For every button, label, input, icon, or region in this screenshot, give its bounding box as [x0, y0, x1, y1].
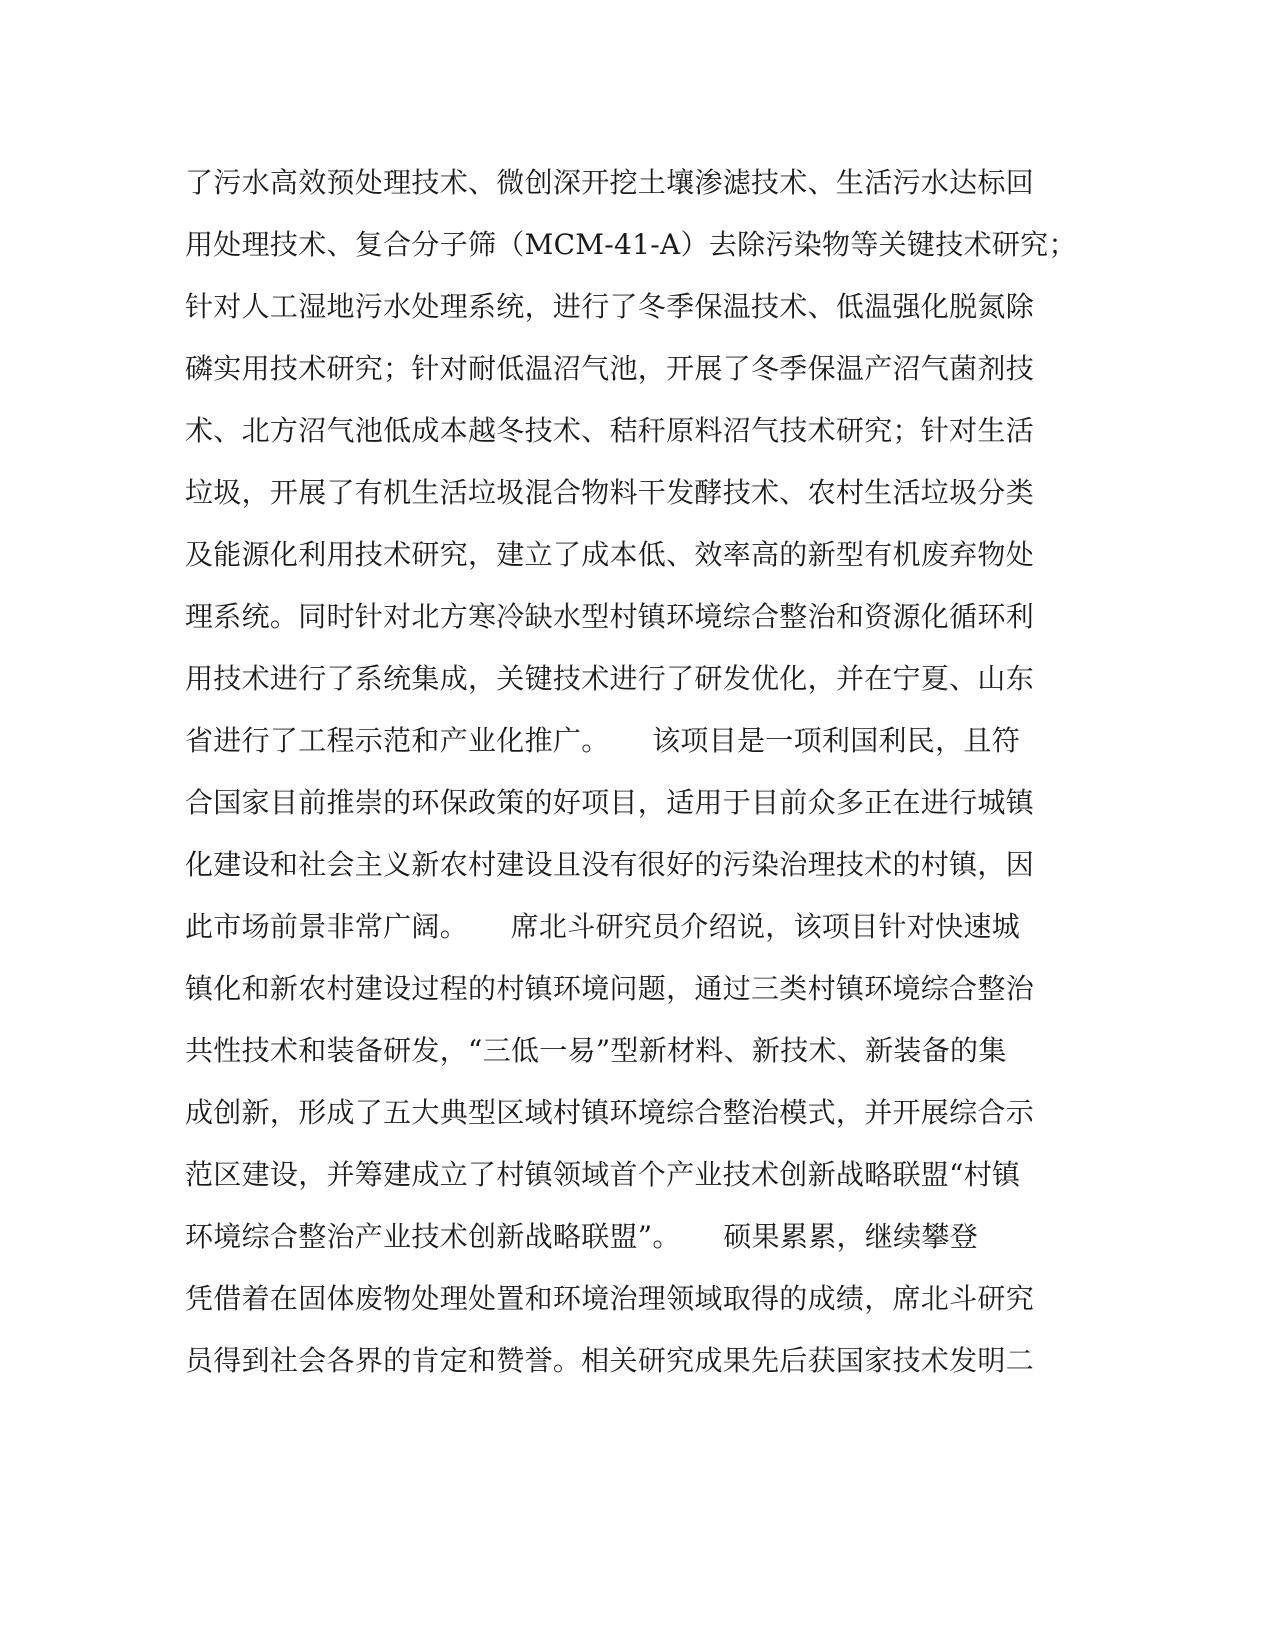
text-line: 垃圾，开展了有机生活垃圾混合物料干发酵技术、农村生活垃圾分类 — [185, 476, 1035, 509]
text-line: 员得到社会各界的肯定和赞誉。相关研究成果先后获国家技术发明二 — [185, 1344, 1035, 1377]
text-line: 环境综合整治产业技术创新战略联盟”。 硕果累累，继续攀登 — [185, 1220, 979, 1253]
text-line: 此市场前景非常广阔。 席北斗研究员介绍说，该项目针对快速城 — [185, 910, 1021, 943]
text-line: 合国家目前推崇的环保政策的好项目，适用于目前众多正在进行城镇 — [185, 786, 1035, 819]
text-line: 凭借着在固体废物处理处置和环境治理领域取得的成绩，席北斗研究 — [185, 1282, 1035, 1315]
text-line: 范区建设，并筹建成立了村镇领域首个产业技术创新战略联盟“村镇 — [185, 1158, 1021, 1191]
text-line: 理系统。同时针对北方寒冷缺水型村镇环境综合整治和资源化循环利 — [185, 600, 1035, 633]
text-line: 化建设和社会主义新农村建设且没有很好的污染治理技术的村镇，因 — [185, 848, 1035, 881]
text-line: 术、北方沼气池低成本越冬技术、秸秆原料沼气技术研究；针对生活 — [185, 414, 1035, 447]
text-line: 成创新，形成了五大典型区域村镇环境综合整治模式，并开展综合示 — [185, 1096, 1035, 1129]
text-line: 及能源化利用技术研究，建立了成本低、效率高的新型有机废弃物处 — [185, 538, 1035, 571]
text-line: 用技术进行了系统集成，关键技术进行了研发优化，并在宁夏、山东 — [185, 662, 1035, 695]
text-line: 镇化和新农村建设过程的村镇环境问题，通过三类村镇环境综合整治 — [185, 972, 1035, 1005]
text-line: 共性技术和装备研发，“三低一易”型新材料、新技术、新装备的集 — [185, 1034, 1007, 1067]
text-line: 针对人工湿地污水处理系统，进行了冬季保温技术、低温强化脱氮除 — [185, 290, 1035, 323]
text-line: 省进行了工程示范和产业化推广。 该项目是一项利国利民，且符 — [185, 724, 1021, 757]
text-line: 磷实用技术研究；针对耐低温沼气池，开展了冬季保温产沼气菌剂技 — [185, 352, 1035, 385]
text-line: 用处理技术、复合分子筛（MCM-41-A）去除污染物等关键技术研究； — [185, 228, 1077, 261]
body-text — [185, 152, 1077, 1392]
text-line: 了污水高效预处理技术、微创深开挖土壤渗滤技术、生活污水达标回 — [185, 166, 1035, 199]
